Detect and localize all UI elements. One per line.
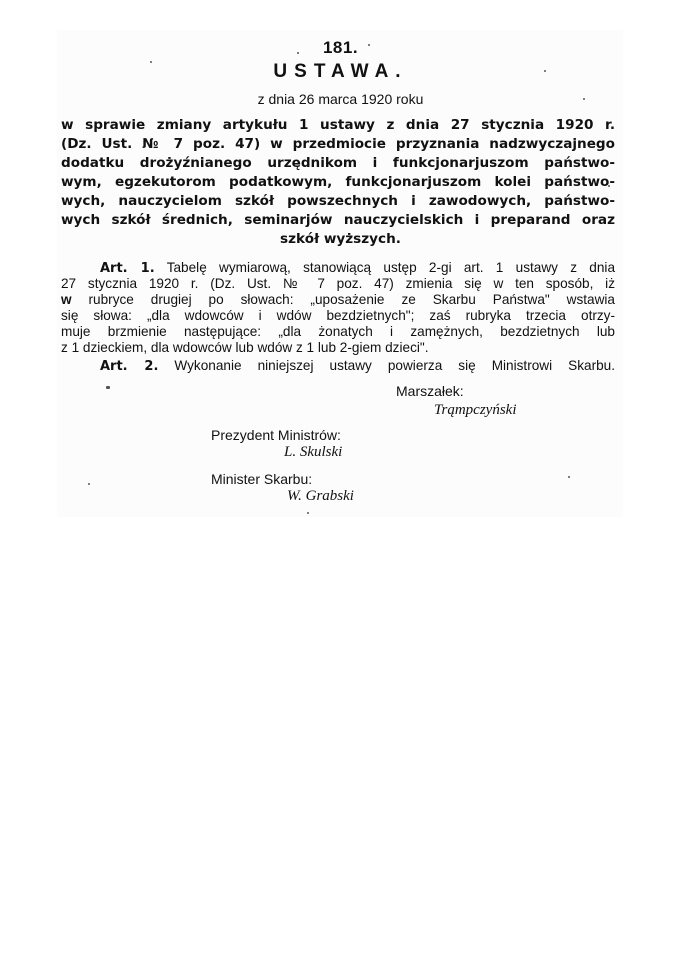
act-number: 181. xyxy=(322,38,359,57)
signature-name-treasury-minister: W. Grabski xyxy=(287,488,354,504)
act-date: z dnia 26 marca 1920 roku xyxy=(257,91,424,107)
signature-role-prime-minister: Prezydent Ministrów: xyxy=(211,427,341,443)
article-2-text: Wykonanie niniejszej ustawy powierza się Ministrowi Skarbu. xyxy=(174,358,615,373)
article-1-line: z 1 dzieckiem, dla wdowców lub wdów z 1 lub 2-giem dzieci". xyxy=(61,340,429,355)
signature-role-marshal: Marszałek: xyxy=(396,383,464,399)
signature-name-prime-minister: L. Skulski xyxy=(284,444,343,460)
article-1-first-line xyxy=(100,261,615,275)
scan-speck xyxy=(307,512,309,514)
article-1-line: muje brzmienie następujące: „dla żonatych i zamężnych, bezdzietnych lub xyxy=(61,324,615,339)
signature-role-treasury-minister: Minister Skarbu: xyxy=(211,471,313,487)
subject-line: wych, nauczycielom szkół powszechnych i zawodowych, państwo- xyxy=(61,193,615,209)
signature-name-marshal: Trąmpczyński xyxy=(434,402,517,418)
article-1-line: się słowa: „dla wdowców i wdów bezdzietnych"; zaś rubryka trzecia otrzy- xyxy=(61,308,615,323)
subject-line: wym, egzekutorom podatkowym, funkcjonarjuszom kolei państwo- xyxy=(61,174,615,190)
article-2-line xyxy=(100,359,615,373)
article-1-line: 27 stycznia 1920 r. (Dz. Ust. № 7 poz. 47) zmienia się w ten sposób, iż xyxy=(61,276,615,291)
article-1-line xyxy=(61,293,615,307)
subject-line: dodatku drożyźnianego urzędnikom i funkcjonarjuszom państwo- xyxy=(61,155,615,171)
article-1-line-prefix: w xyxy=(61,292,72,307)
subject-line: w sprawie zmiany artykułu 1 ustawy z dnia 27 stycznia 1920 r. xyxy=(61,117,615,133)
subject-line: wych szkół średnich, seminarjów nauczycielskich i preparand oraz xyxy=(61,212,615,228)
article-1-text: Tabelę wymiarową, stanowiącą ustęp 2-gi art. 1 ustawy z dnia xyxy=(166,260,616,275)
article-1-label: Art. 1. xyxy=(100,261,155,276)
scan-speck xyxy=(106,386,110,389)
scan-speck xyxy=(88,483,90,485)
subject-line: szkół wyższych. xyxy=(280,231,401,247)
subject-line: (Dz. Ust. № 7 poz. 47) w przedmiocie przyznania nadzwyczajnego xyxy=(61,136,615,152)
act-title: USTAWA. xyxy=(273,61,408,82)
article-2-label: Art. 2. xyxy=(100,359,159,374)
scan-speck xyxy=(568,476,570,478)
article-1-line-text: rubryce drugiej po słowach: „uposażenie ze Skarbu Państwa" wstawia xyxy=(88,292,615,307)
